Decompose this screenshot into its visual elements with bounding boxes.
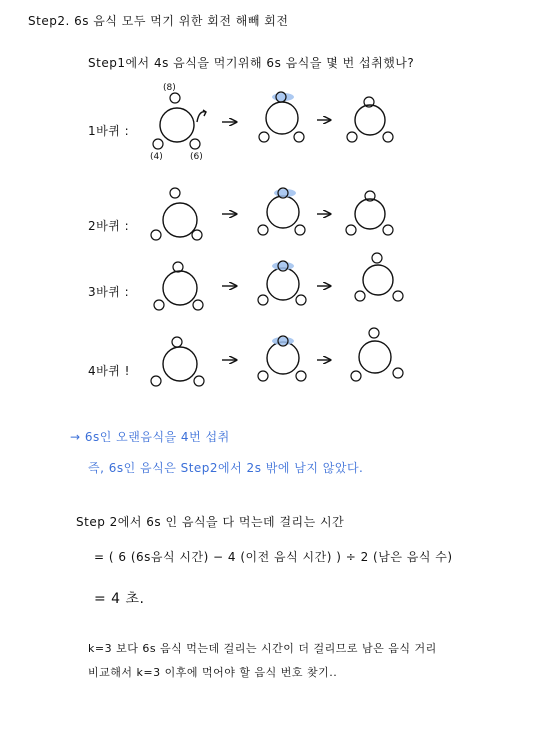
label-6: (6): [190, 152, 203, 162]
equation-1: = ( 6 (6s음식 시간) − 4 (이전 음식 시간) ) ÷ 2 (남은 음식 수): [94, 550, 453, 564]
equation-2: = 4 초.: [94, 591, 145, 607]
row-label-3: 3바퀴 :: [88, 285, 130, 299]
conclusion-line2: 즉, 6s인 음식은 Step2에서 2s 밖에 남지 않았다.: [88, 461, 364, 475]
label-8: (8): [163, 83, 176, 93]
conclusion-arrow-line: → 6s인 오랜음식을 4번 섭취: [70, 430, 230, 444]
step1-question: Step1에서 4s 음식을 먹기위해 6s 음식을 몇 번 섭취했나?: [88, 56, 415, 70]
row-label-2: 2바퀴 :: [88, 219, 130, 233]
note-line-2: 비교해서 k=3 이후에 먹어야 할 음식 번호 찾기..: [88, 666, 338, 679]
row-label-1: 1바퀴 :: [88, 124, 130, 138]
label-4: (4): [150, 152, 163, 162]
row-label-4: 4바퀴 !: [88, 364, 130, 378]
note-line-1: k=3 보다 6s 음식 먹는데 걸리는 시간이 더 걸리므로 남은 음식 거리: [88, 642, 437, 655]
step2-heading: Step2. 6s 음식 모두 먹기 위한 회전 해빼 회전: [28, 14, 289, 28]
step2-time-title: Step 2에서 6s 인 음식을 다 먹는데 걸리는 시간: [76, 515, 345, 529]
